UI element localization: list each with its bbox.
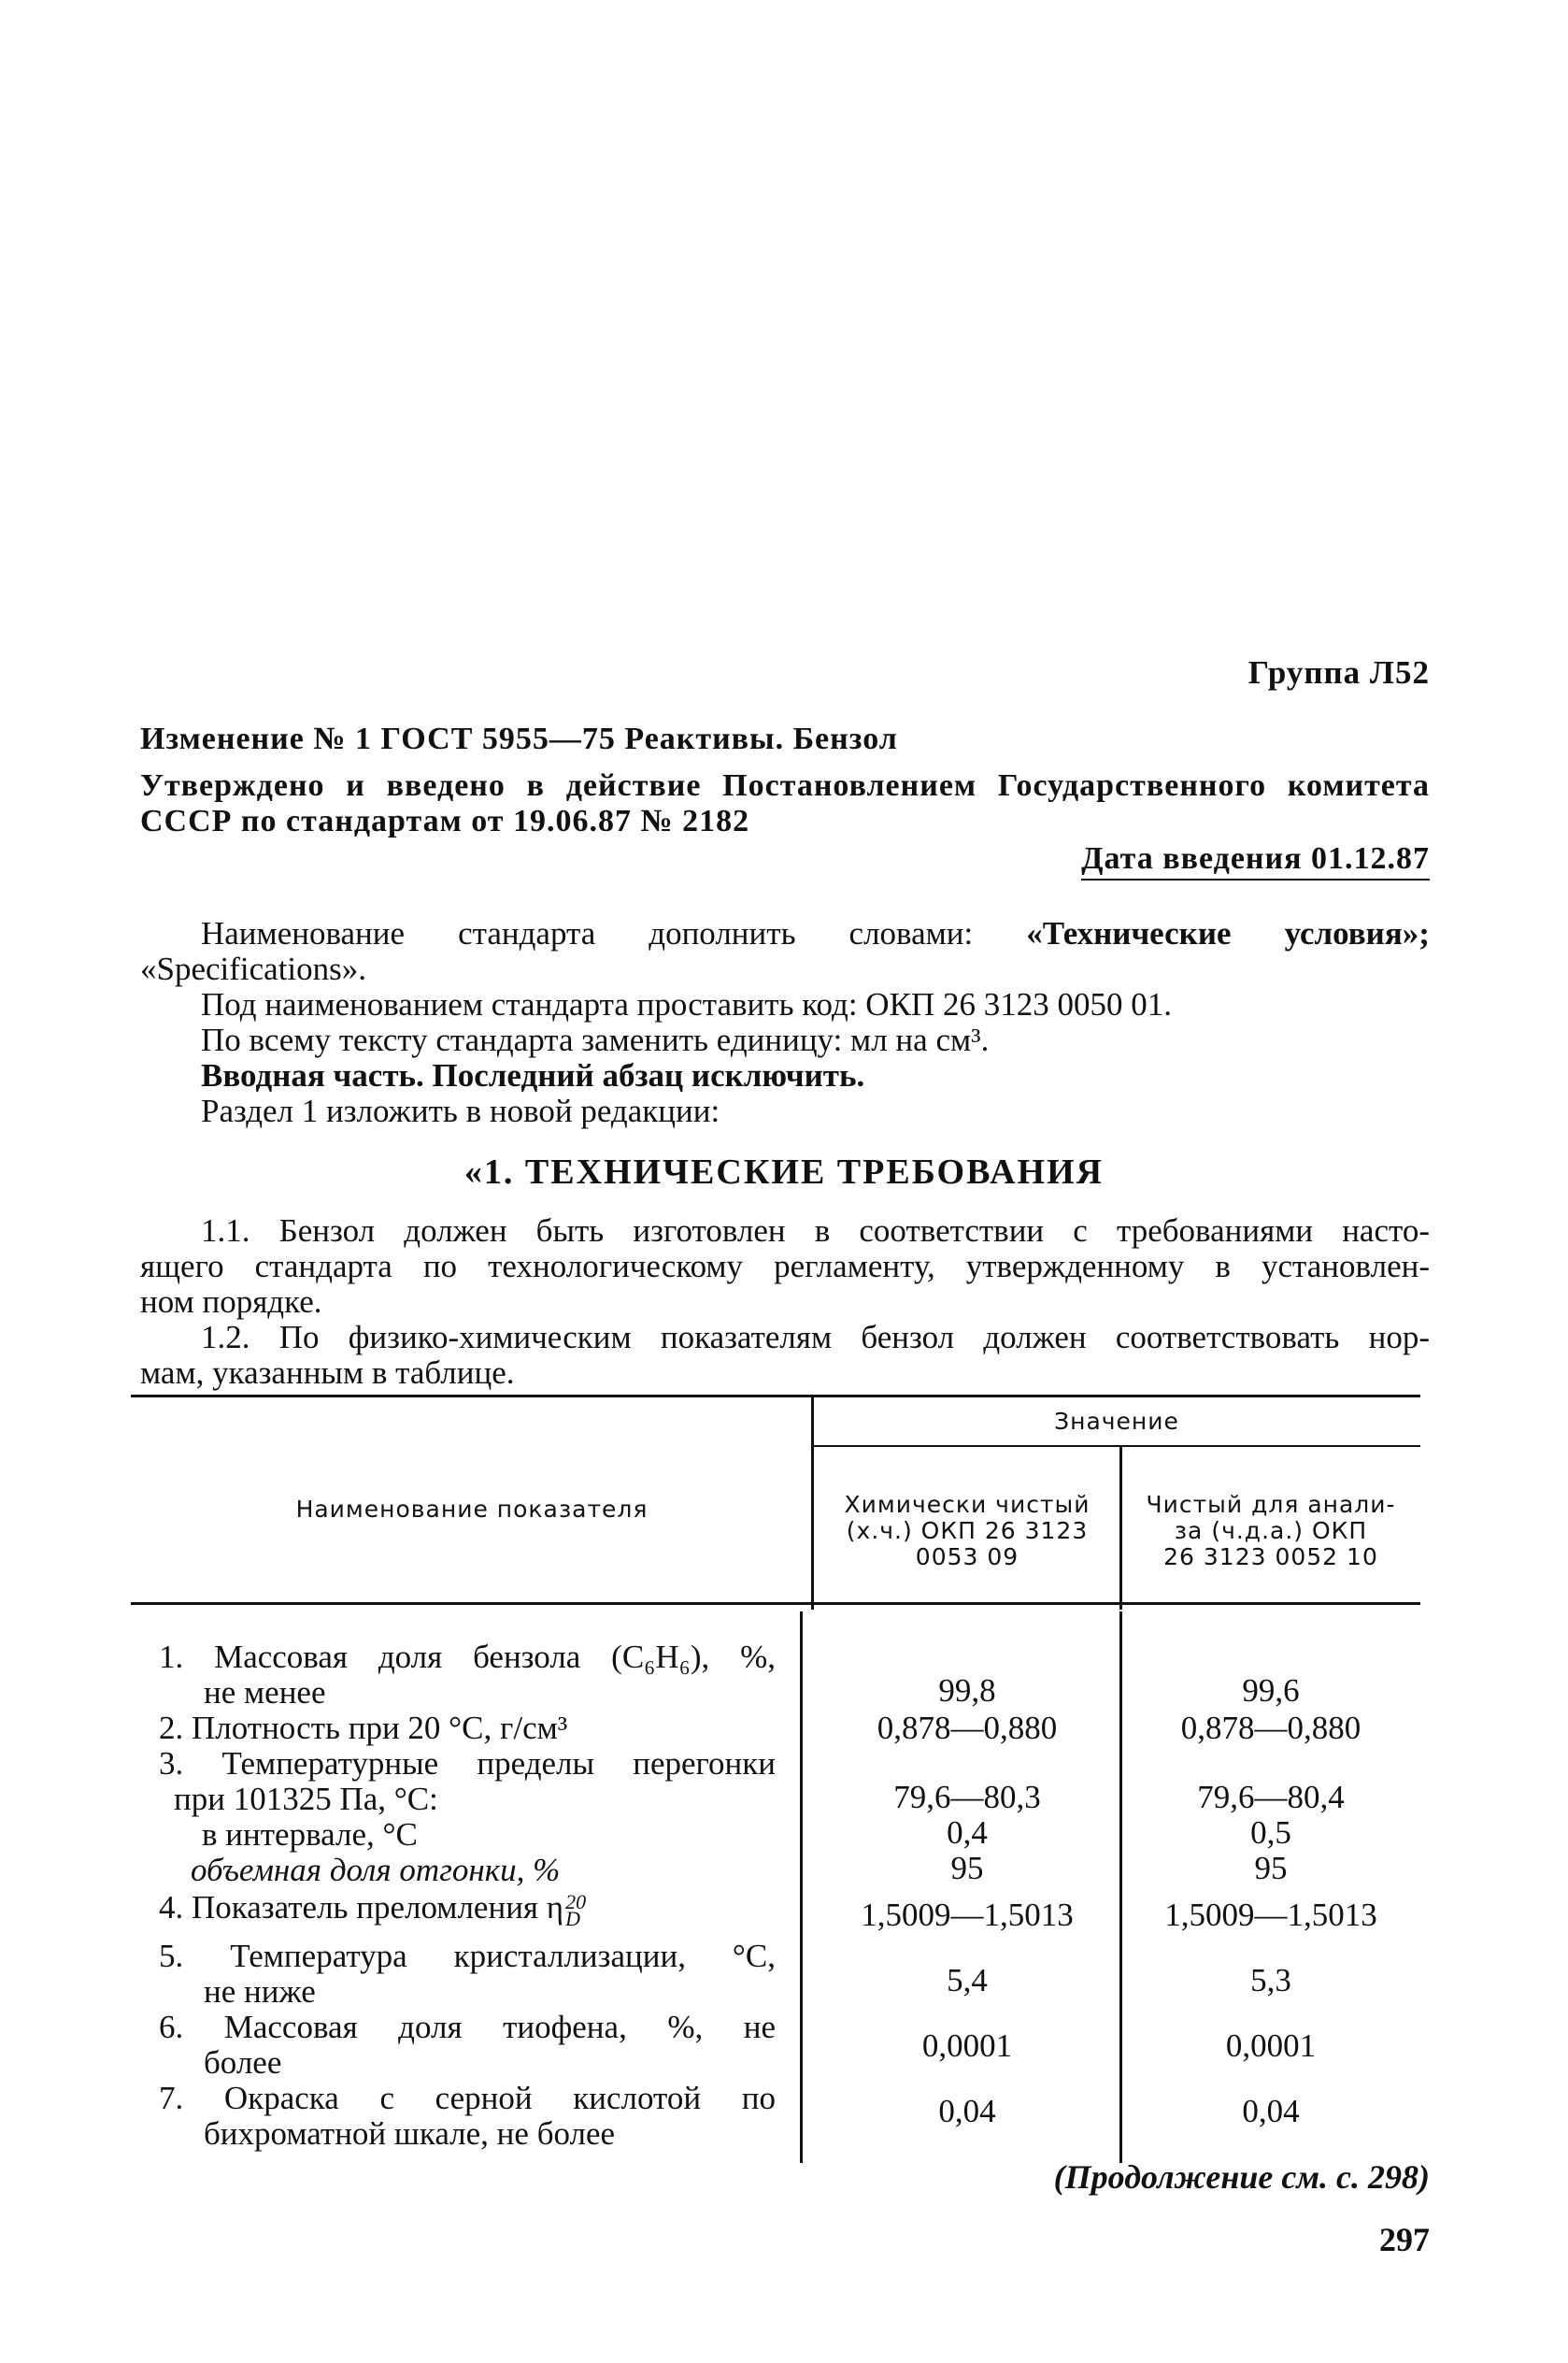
table-cell-chda: 0,878—0,880 [1180, 1710, 1361, 1746]
table-cell-xch: 5,4 [947, 1962, 988, 1998]
table-row-label: 7. Окраска с серной кислотой по бихроматной шкале, не более [159, 2080, 776, 2152]
table-top-rule [131, 1395, 1420, 1397]
intro-word: стандарта [458, 915, 596, 952]
table-cell-xch: 79,6—80,3 [893, 1779, 1041, 1815]
section-heading: «1. ТЕХНИЧЕСКИЕ ТРЕБОВАНИЯ [463, 1153, 1105, 1192]
table-cell-chda: 79,6—80,4 [1197, 1779, 1345, 1815]
table-cell-xch: 0,04 [938, 2093, 996, 2129]
table-cell-xch: 99,8 [938, 1672, 996, 1709]
table-cell-xch: 0,878—0,880 [877, 1710, 1058, 1746]
intro-word: словами: [848, 915, 974, 952]
table-cell-chda: 1,5009—1,5013 [1164, 1897, 1377, 1933]
table-row-label: 2. Плотность при 20 °С, г/см³ [159, 1710, 568, 1746]
table-header-chda: Чистый для анали- за (ч.д.а.) ОКП 26 3123 0052 10 [1146, 1491, 1396, 1570]
paragraph-1-2-line-2: мам, указанным в таблице. [140, 1354, 515, 1391]
paragraph-1-1-line-1: 1.1. Бензол должен быть изготовлен в соответствии с требованиями насто- [201, 1212, 1430, 1249]
table-cell-xch: 0,0001 [921, 2027, 1013, 2064]
effective-date: Дата введения 01.12.87 [1081, 841, 1430, 881]
intro-paragraph-5: Раздел 1 изложить в новой редакции: [201, 1093, 720, 1129]
intro-paragraph-3: По всему тексту стандарта заменить единицу: мл на см³. [201, 1022, 990, 1058]
table-row-label: в интервале, °С [202, 1816, 418, 1853]
refractive-index-scripts: 20 D [565, 1889, 587, 1930]
table-cell-chda: 0,5 [1250, 1814, 1291, 1851]
intro-paragraph-4: Вводная часть. Последний абзац исключить. [201, 1057, 865, 1094]
table-row-label: 1. Массовая доля бензола (C₆H₆), %, не менее [159, 1639, 776, 1711]
table-header-name: Наименование показателя [295, 1496, 649, 1523]
intro-paragraph-1-line-2: «Specifications». [140, 951, 367, 987]
table-cell-xch: 95 [950, 1850, 984, 1886]
table-row-label: объемная доля отгонки, % [191, 1852, 561, 1888]
table-cell-chda: 0,0001 [1225, 2027, 1317, 2064]
table-cell-chda: 0,04 [1242, 2093, 1300, 2129]
intro-word: дополнить [649, 915, 796, 952]
table-row-label: 5. Температура кристаллизации, °С, не ниже [159, 1938, 776, 2010]
intro-quote: условия»; [1284, 915, 1430, 952]
table-body-divider-1 [800, 1611, 803, 2163]
table-header-xch: Химически чистый (х.ч.) ОКП 26 3123 0053 09 [844, 1491, 1090, 1570]
approval-line-1: Утверждено и введено в действие Постановлением Государственного комитета [140, 768, 1430, 803]
table-row-label: 3. Температурные пределы перегонки при 101325 Па, °С: [159, 1745, 776, 1817]
intro-paragraph-1-line-1 [201, 916, 1430, 952]
table-cell-chda: 5,3 [1250, 1962, 1291, 1998]
intro-word: Наименование [201, 915, 406, 952]
approval-statement [140, 768, 1430, 839]
paragraph-1-2-line-1: 1.2. По физико-химическим показателям бензол должен соответствовать нор- [201, 1319, 1430, 1355]
table-cell-chda: 95 [1254, 1850, 1288, 1886]
paragraph-1-1-line-3: ном порядке. [140, 1283, 322, 1320]
table-header-value-group: Значение [1054, 1408, 1179, 1435]
continuation-note: (Продолжение см. с. 298) [1053, 2158, 1430, 2196]
table-row-label: 4. Показатель преломления η 20 D [159, 1889, 587, 1930]
intro-paragraph-2: Под наименованием стандарта проставить код: ОКП 26 3123 0050 01. [201, 986, 1172, 1023]
table-group-rule [813, 1445, 1420, 1447]
table-cell-chda: 99,6 [1242, 1672, 1300, 1709]
intro-quote: «Технические [1026, 915, 1232, 952]
approval-line-2: СССР по стандартам от 19.06.87 № 2182 [140, 804, 750, 838]
paragraph-1-1-line-2: ящего стандарта по технологическому регламенту, утвержденному в установлен- [140, 1248, 1430, 1284]
page-number: 297 [1379, 2221, 1430, 2258]
change-title: Изменение № 1 ГОСТ 5955—75 Реактивы. Бензол [140, 722, 898, 756]
table-header-subdivider [1119, 1447, 1122, 1610]
table-header-rule [131, 1602, 1420, 1605]
table-row-label: 6. Массовая доля тиофена, %, не более [159, 2009, 776, 2081]
table-cell-xch: 0,4 [947, 1814, 988, 1851]
group-label: Группа Л52 [1247, 654, 1430, 691]
table-cell-xch: 1,5009—1,5013 [861, 1897, 1074, 1933]
